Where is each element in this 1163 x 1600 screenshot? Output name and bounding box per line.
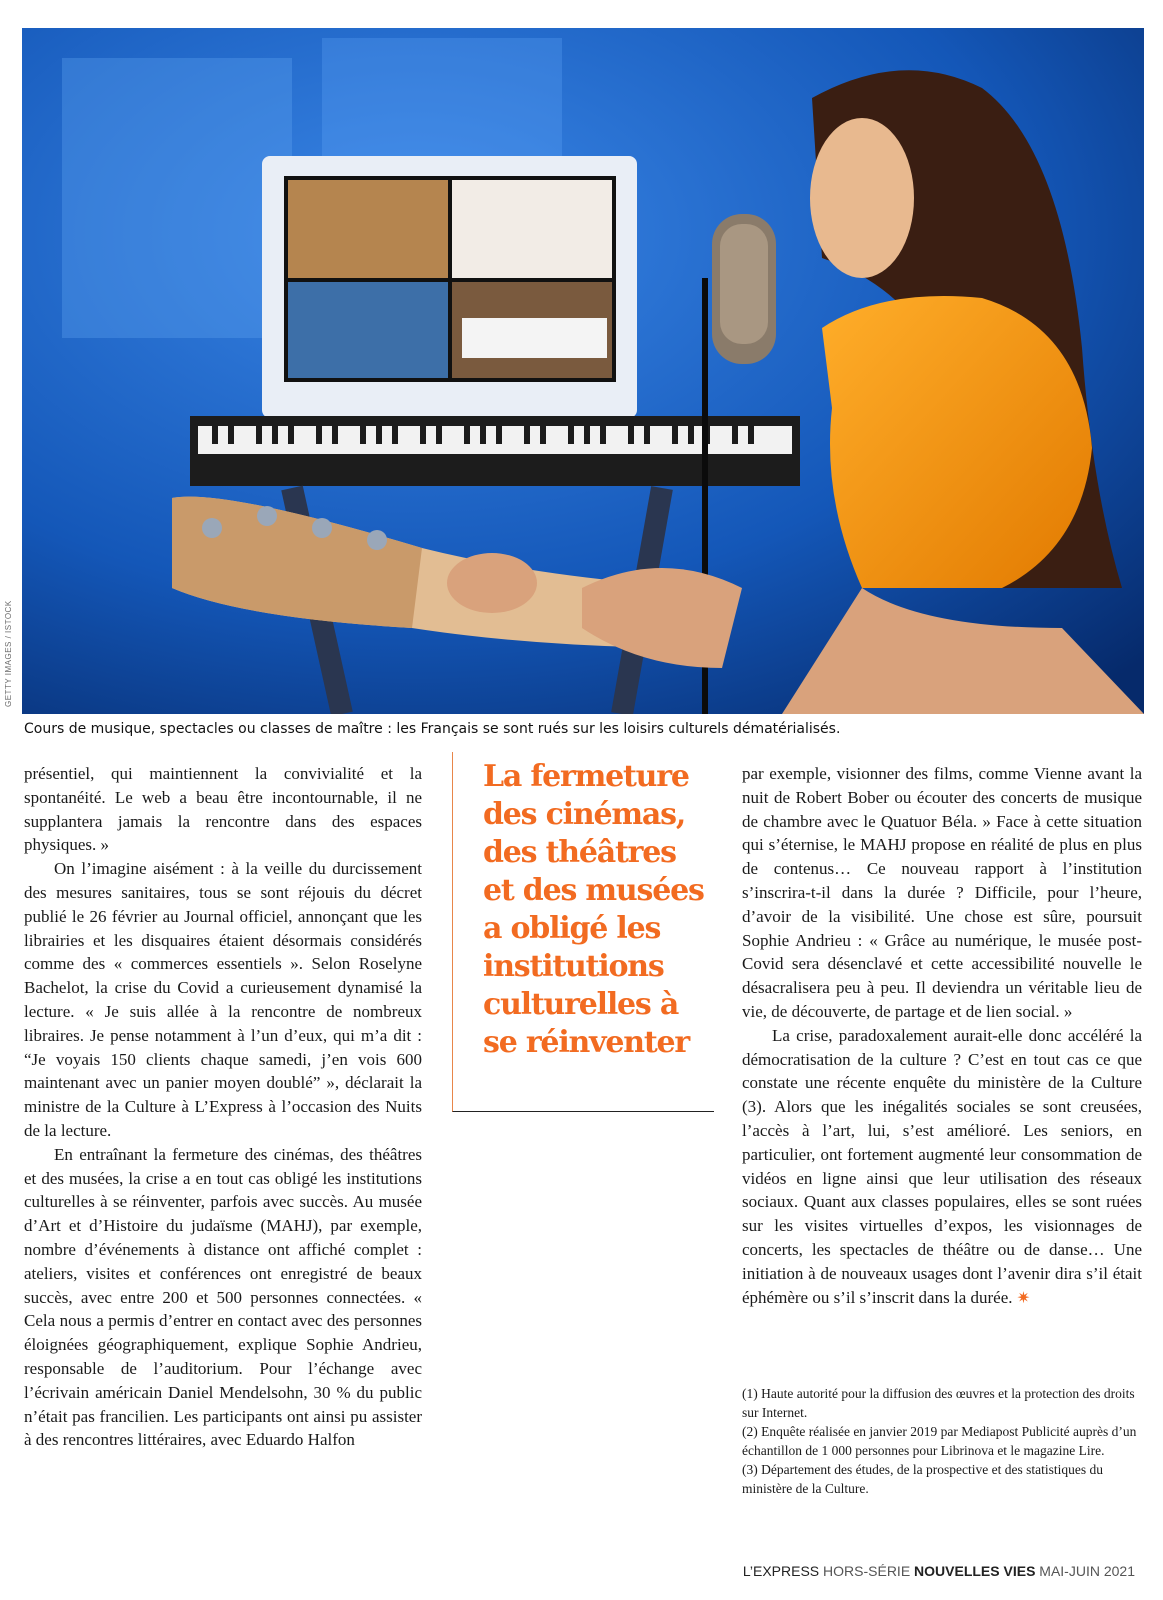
musician-illustration (22, 28, 1144, 714)
paragraph: On l’imagine aisément : à la veille du durcissement des mesures sanitaires, tous se sont réjouis du décret publié le 26 février au Journal officiel, annonçant que les librairies et les disquaires étaient désormais considérés comme des « commerces essentiels ». Selon Roselyne Bachelot, la crise du Covid a curieusement dynamisé la lecture. « Je suis allée à la rencontre de nombreux libraires. Je pense notamment à l’un d’eux, qui m’a dit : “Je voyais 150 clients chaque samedi, j’en vois 600 maintenant avec un panier moyen doublé” », déclarait la ministre de la Culture à L’Express à l’occasion des Nuits de la lecture. (24, 859, 422, 1140)
photo-caption: Cours de musique, spectacles ou classes de maître : les Français se sont rués sur les loisirs culturels dématérialisés. (24, 721, 841, 737)
paragraph: par exemple, visionner des films, comme Vienne avant la nuit de Robert Bober ou écouter des concerts de musique de chambre avec le Quatuor Béla. » Face à cette situation qui s’éternise, le MAHJ propose en réalité de plus en plus de contenus… Ce nouveau rapport à l’institution s’inscrira-t-il dans la durée ? Difficile, pour l’heure, d’avoir de la visibilité. Une chose est sûre, poursuit Sophie Andrieu : « Grâce au numérique, le musée post-Covid sera désenclavé et cette accessibilité nouvelle le désacralisera peu à peu. Il deviendra un véritable lieu de vie, de découverte, de partage et de lien social. » (742, 764, 1142, 1021)
pull-quote-text: La fermeture des cinémas, des théâtres et des musées a obligé les institutions culturelles à se réinventer (483, 759, 704, 1060)
article-column-right (742, 762, 1142, 1309)
pull-quote (452, 752, 714, 1112)
page-footer (743, 1563, 1135, 1579)
photo-credit: GETTY IMAGES / ISTOCK (4, 600, 13, 707)
footer-brand: L’EXPRESS (742, 1563, 820, 1579)
end-mark-icon: ✷ (1016, 1287, 1031, 1307)
footnote: (1) Haute autorité pour la diffusion des œuvres et la protection des droits sur Internet. (742, 1386, 1135, 1420)
footnotes (742, 1384, 1142, 1498)
hero-photo (22, 28, 1144, 714)
footer-title: NOUVELLES VIES (914, 1563, 1036, 1579)
paragraph-text: La crise, paradoxalement aurait-elle donc accéléré la démocratisation de la culture ? C’est en tout cas ce que constate une récente enquête du ministère de la Culture (3). Alors que les inégalités sociales se sont creusées, l’accès à l’art, lui, s’est amélioré. Les seniors, en particulier, ont fortement augmenté leur consommation de vidéos en ligne ainsi que leur utilisation des réseaux sociaux. Quant aux classes populaires, elles se sont ruées sur les visites virtuelles d’expos, les visionnages de concerts, les spectacles de théâtre ou de danse… Une initiation à de nouveaux usages dont l’avenir dira s’il était éphémère ou s’il s’inscrit dans la durée. (742, 1025, 1142, 1307)
footnote: (2) Enquête réalisée en janvier 2019 par Mediapost Publicité auprès d’un échantillon de 1 000 personnes pour Librinova et le magazine Lire. (742, 1424, 1137, 1458)
footer-date: MAI-JUIN 2021 (1039, 1563, 1135, 1579)
paragraph (742, 1024, 1142, 1310)
footnote: (3) Département des études, de la prospective et des statistiques du ministère de la Culture. (742, 1462, 1104, 1496)
article-column-left (24, 762, 422, 1452)
paragraph: présentiel, qui maintiennent la convivialité et la spontanéité. Le web a beau être incontournable, il ne supplantera jamais la rencontre dans des espaces physiques. » (24, 764, 422, 855)
footer-series: HORS-SÉRIE (823, 1563, 911, 1579)
paragraph: En entraînant la fermeture des cinémas, des théâtres et des musées, la crise a en tout cas obligé les institutions culturelles à se réinventer, parfois avec succès. Au musée d’Art et d’Histoire du judaïsme (MAHJ), par exemple, nombre d’événements à distance ont affiché complet : ateliers, visites et conférences ont enregistré de beaux succès, avec entre 200 et 500 personnes connectées. « Cela nous a permis d’entrer en contact avec des personnes éloignées géographiquement, explique Sophie Andrieu, responsable de l’auditorium. Pour l’échange avec l’écrivain américain Daniel Mendelsohn, 30 % du public n’était pas francilien. Les participants ont ainsi pu assister à des rencontres littéraires, avec Eduardo Halfon (24, 1144, 422, 1450)
